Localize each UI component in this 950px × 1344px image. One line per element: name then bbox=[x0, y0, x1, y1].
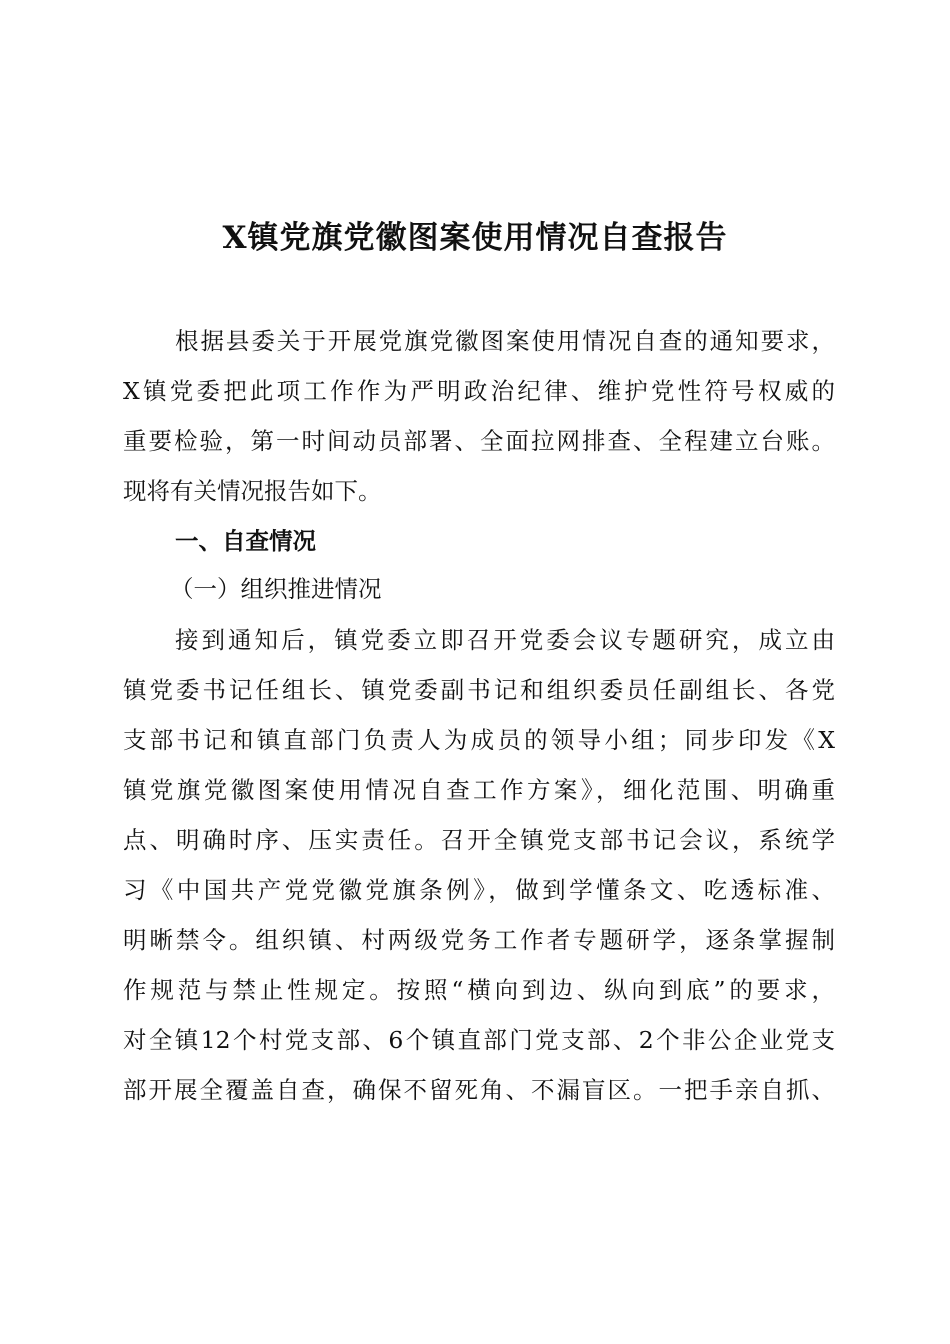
paragraph2-line-7: 明晰禁令。组织镇、村两级党务工作者专题研学，逐条掌握制 bbox=[123, 926, 835, 954]
paragraph2-line-5: 点、明确时序、压实责任。召开全镇党支部书记会议，系统学 bbox=[123, 826, 835, 854]
paragraph1-line-3: 重要检验，第一时间动员部署、全面拉网排查、全程建立台账。 bbox=[123, 427, 835, 455]
subsection-heading-1: （一）组织推进情况 bbox=[170, 575, 382, 603]
paragraph2-line-6: 习《中国共产党党徽党旗条例》，做到学懂条文、吃透标准、 bbox=[123, 876, 835, 904]
document-title: X镇党旗党徽图案使用情况自查报告 bbox=[222, 220, 728, 256]
paragraph2-line-1: 接到通知后，镇党委立即召开党委会议专题研究，成立由 bbox=[175, 626, 835, 654]
paragraph1-line-1: 根据县委关于开展党旗党徽图案使用情况自查的通知要求， bbox=[175, 327, 835, 355]
paragraph2-line-10: 部开展全覆盖自查，确保不留死角、不漏盲区。一把手亲自抓、 bbox=[123, 1076, 835, 1104]
paragraph2-line-3: 支部书记和镇直部门负责人为成员的领导小组；同步印发《X bbox=[123, 726, 835, 754]
paragraph1-line-2: X镇党委把此项工作作为严明政治纪律、维护党性符号权威的 bbox=[123, 377, 835, 405]
paragraph2-line-4: 镇党旗党徽图案使用情况自查工作方案》，细化范围、明确重 bbox=[123, 776, 835, 804]
paragraph2-line-8: 作规范与禁止性规定。按照“横向到边、纵向到底”的要求， bbox=[123, 976, 835, 1004]
paragraph2-line-2: 镇党委书记任组长、镇党委副书记和组织委员任副组长、各党 bbox=[123, 676, 835, 704]
paragraph1-line-4: 现将有关情况报告如下。 bbox=[123, 477, 382, 505]
paragraph2-line-9: 对全镇12个村党支部、6个镇直部门党支部、2个非公企业党支 bbox=[123, 1026, 835, 1054]
section-heading-1: 一、自查情况 bbox=[175, 527, 316, 555]
